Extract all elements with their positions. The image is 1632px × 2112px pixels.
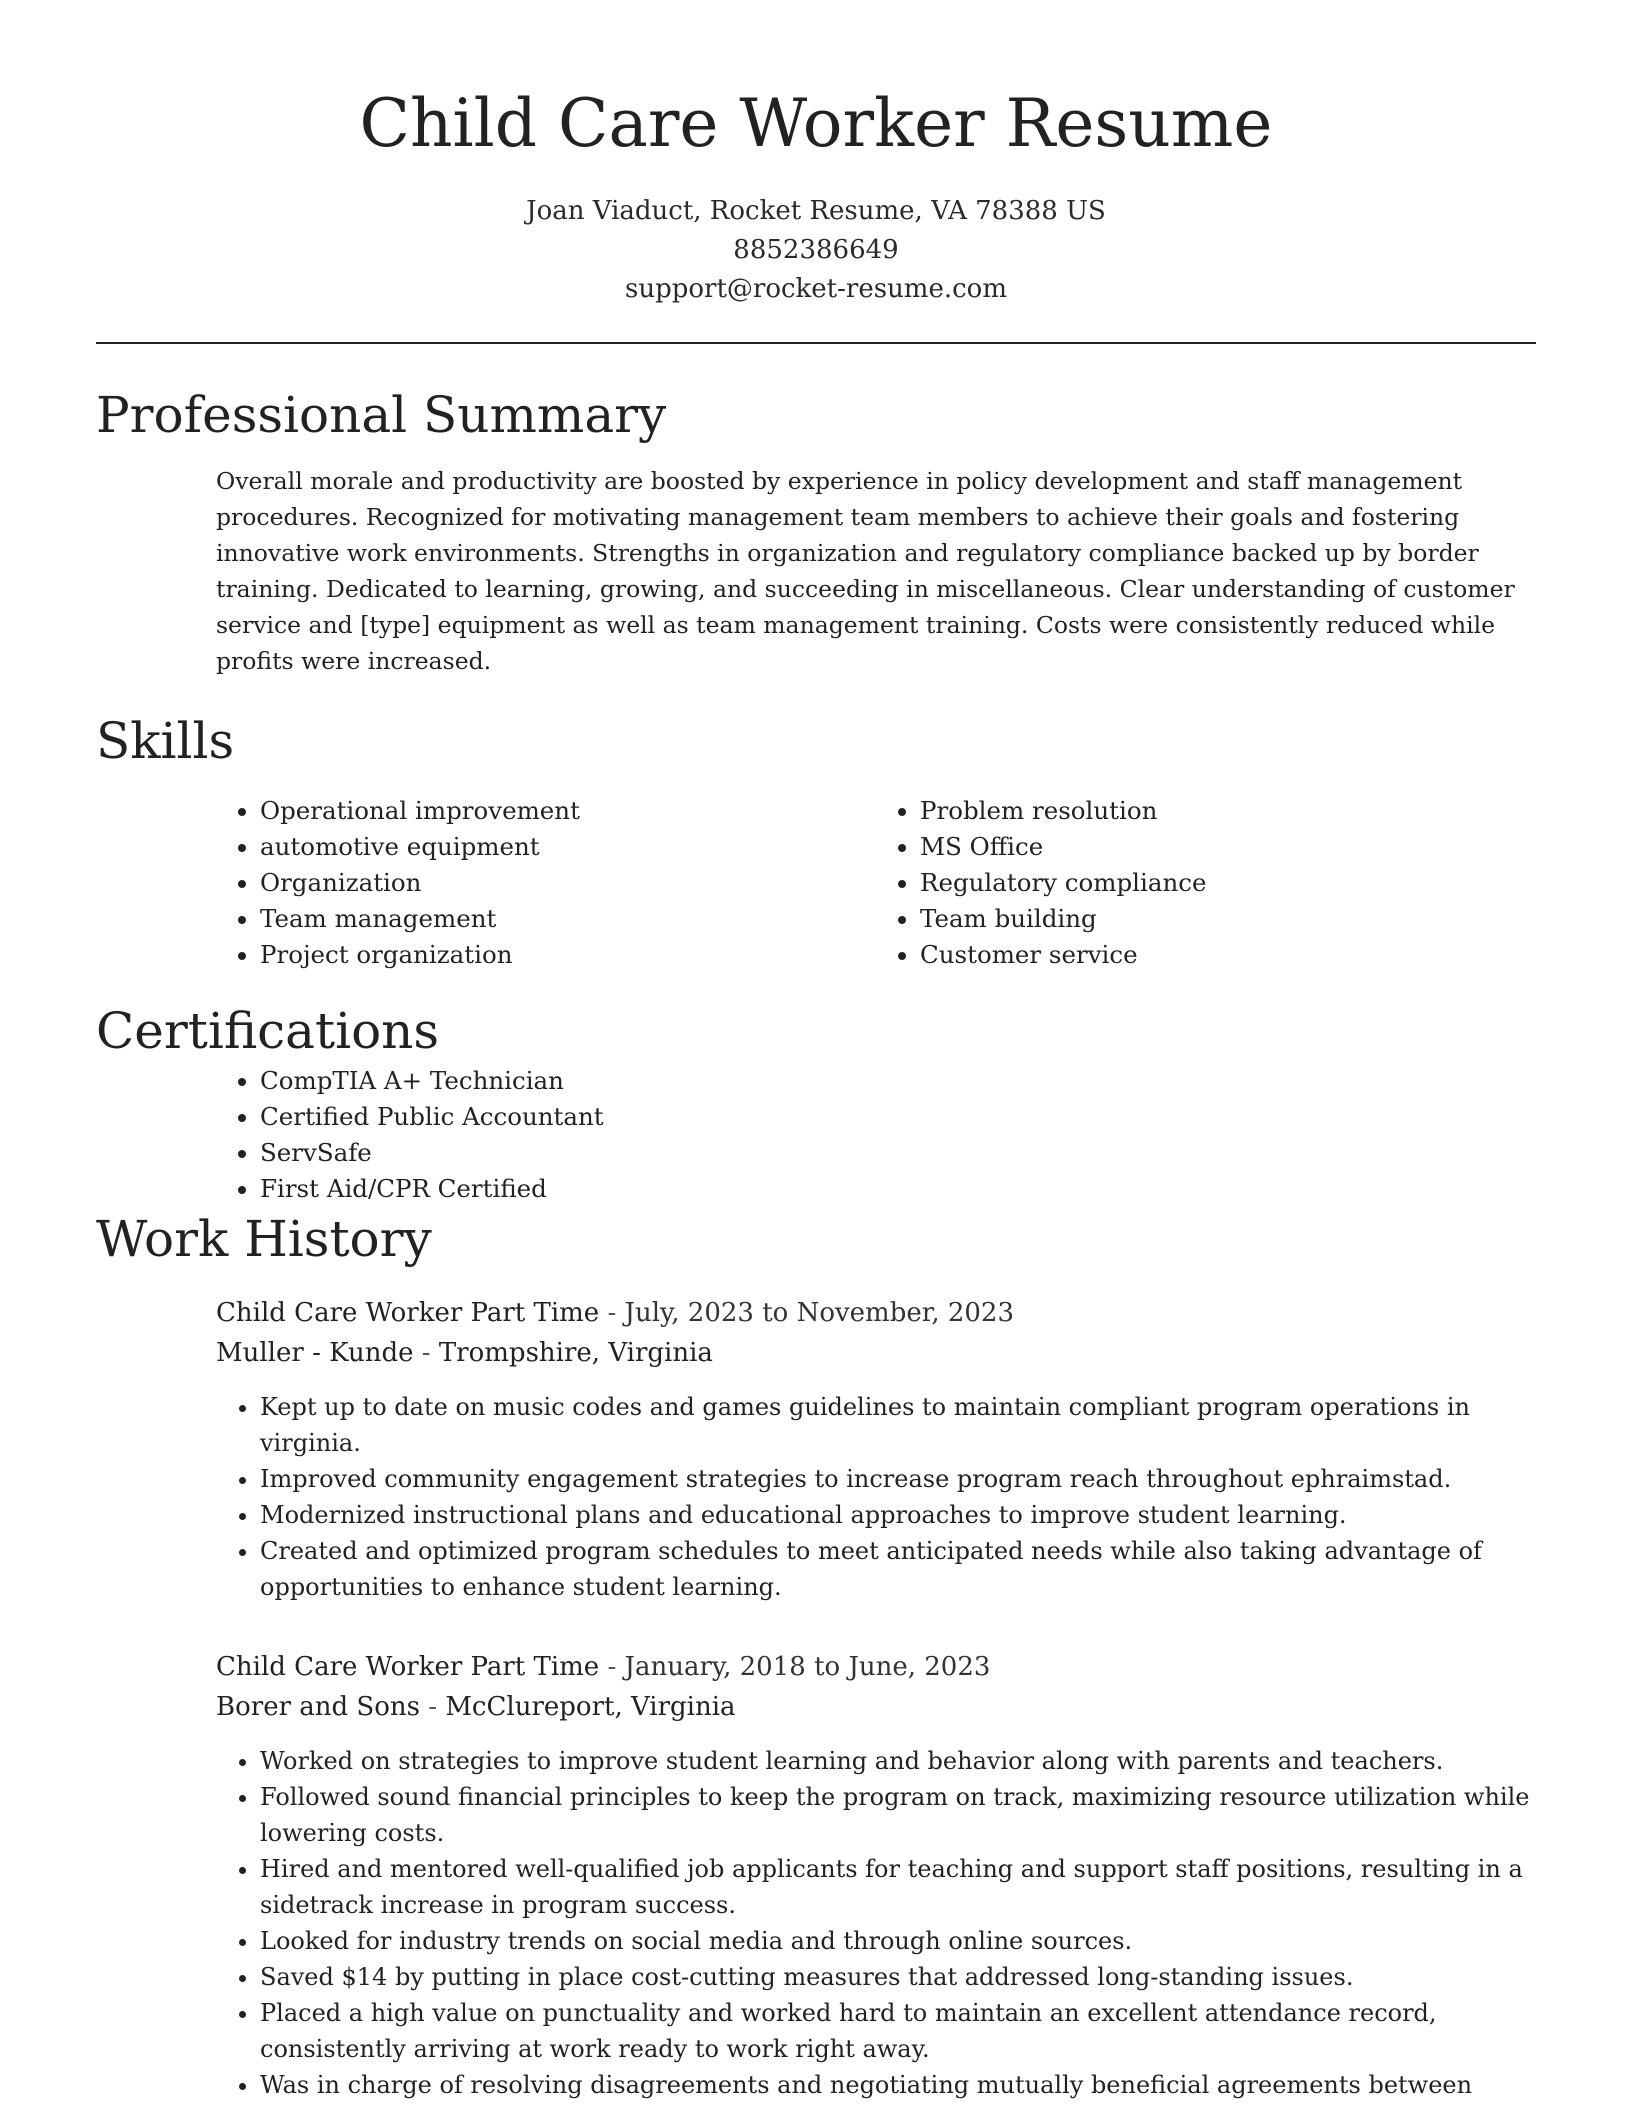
skill-item: • Project organization bbox=[260, 937, 876, 973]
job-bullets bbox=[216, 1389, 1536, 1605]
certifications-heading: Certifications bbox=[96, 1002, 440, 1060]
resume-content bbox=[96, 383, 1536, 2103]
skill-item: • Regulatory compliance bbox=[920, 865, 1536, 901]
job-bullet: • Modernized instructional plans and educational approaches to improve student learning. bbox=[260, 1497, 1536, 1533]
job-bullet: • Saved $14 by putting in place cost-cutting measures that addressed long-standing issues. bbox=[260, 1959, 1536, 1995]
certifications-list bbox=[216, 1063, 1536, 1207]
job-bullet: • Improved community engagement strategies to increase program reach throughout ephraimstad. bbox=[260, 1461, 1536, 1497]
resume-title: Child Care Worker Resume bbox=[359, 85, 1273, 162]
job-bullets bbox=[216, 1743, 1536, 2103]
job-company: Borer and Sons bbox=[216, 1692, 420, 1722]
work-history-section bbox=[96, 1207, 1536, 2103]
contact-email: support@rocket-resume.com bbox=[624, 274, 1007, 304]
skills-section bbox=[96, 709, 1536, 973]
contact-block bbox=[0, 192, 1632, 309]
job-bullet: • Kept up to date on music codes and games guidelines to maintain compliant program operations in virginia. bbox=[260, 1389, 1536, 1461]
skill-item: • Customer service bbox=[920, 937, 1536, 973]
job-role: Child Care Worker Part Time bbox=[216, 1298, 600, 1328]
skill-item: • Team building bbox=[920, 901, 1536, 937]
job-location: Trompshire, Virginia bbox=[438, 1338, 713, 1368]
job-dates: July, 2023 to November, 2023 bbox=[624, 1298, 1015, 1328]
certification-item: • ServSafe bbox=[260, 1135, 1536, 1171]
job-role: Child Care Worker Part Time bbox=[216, 1652, 600, 1682]
skill-item: • Operational improvement bbox=[260, 793, 876, 829]
certification-item: • First Aid/CPR Certified bbox=[260, 1171, 1536, 1207]
job-bullet: • Was in charge of resolving disagreements and negotiating mutually beneficial agreements between bbox=[260, 2067, 1536, 2103]
skill-item: • Organization bbox=[260, 865, 876, 901]
certifications-section bbox=[96, 999, 1536, 1207]
job-title-line bbox=[216, 1647, 1536, 1687]
job-company-line bbox=[216, 1333, 1536, 1373]
job-bullet: • Placed a high value on punctuality and worked hard to maintain an excellent attendance record, consistently arriving at work ready to work right away. bbox=[260, 1995, 1536, 2067]
skills-list-right bbox=[876, 793, 1536, 973]
skills-list-left bbox=[216, 793, 876, 973]
contact-phone: 8852386649 bbox=[733, 235, 899, 265]
job-bullet: • Hired and mentored well-qualified job applicants for teaching and support staff positions, resulting in a sidetrack increase in program success. bbox=[260, 1851, 1536, 1923]
work-history-heading: Work History bbox=[96, 1210, 432, 1268]
job-location: McClureport, Virginia bbox=[445, 1692, 736, 1722]
job-dates: January, 2018 to June, 2023 bbox=[624, 1652, 991, 1682]
job-separator: - bbox=[599, 1298, 625, 1328]
certification-item: • Certified Public Accountant bbox=[260, 1099, 1536, 1135]
skill-item: • Problem resolution bbox=[920, 793, 1536, 829]
job-bullet: • Looked for industry trends on social media and through online sources. bbox=[260, 1923, 1536, 1959]
job-entry bbox=[216, 1293, 1536, 1605]
summary-section bbox=[96, 383, 1536, 679]
job-title-line bbox=[216, 1293, 1536, 1333]
job-entry bbox=[216, 1647, 1536, 2103]
job-separator: - bbox=[599, 1652, 625, 1682]
summary-heading: Professional Summary bbox=[96, 386, 667, 444]
job-separator: - bbox=[413, 1338, 439, 1368]
summary-text: Overall morale and productivity are boosted by experience in policy development and staff management procedures. Recognized for motivating management team members to achieve their goals and fostering innovative work environments. Strengths in organization and regulatory compliance backed up by border training. Dedicated to learning, growing, and succeeding in miscellaneous. Clear understanding of customer service and [type] equipment as well as team management training. Costs were consistently reduced while profits were increased. bbox=[216, 467, 1515, 675]
job-bullet: • Created and optimized program schedules to meet anticipated needs while also taking advantage of opportunities to enhance student learning. bbox=[260, 1533, 1536, 1605]
header-divider bbox=[96, 342, 1536, 344]
job-bullet: • Followed sound financial principles to keep the program on track, maximizing resource utilization while lowering costs. bbox=[260, 1779, 1536, 1851]
job-bullet: • Worked on strategies to improve student learning and behavior along with parents and teachers. bbox=[260, 1743, 1536, 1779]
skill-item: • automotive equipment bbox=[260, 829, 876, 865]
job-separator: - bbox=[419, 1692, 446, 1722]
skills-heading: Skills bbox=[96, 712, 235, 770]
skill-item: • MS Office bbox=[920, 829, 1536, 865]
resume-header bbox=[0, 82, 1632, 309]
skill-item: • Team management bbox=[260, 901, 876, 937]
certification-item: • CompTIA A+ Technician bbox=[260, 1063, 1536, 1099]
job-company-line bbox=[216, 1687, 1536, 1727]
job-company: Muller - Kunde bbox=[216, 1338, 414, 1368]
contact-address: Joan Viaduct, Rocket Resume, VA 78388 US bbox=[526, 196, 1106, 226]
skills-grid bbox=[216, 793, 1536, 973]
